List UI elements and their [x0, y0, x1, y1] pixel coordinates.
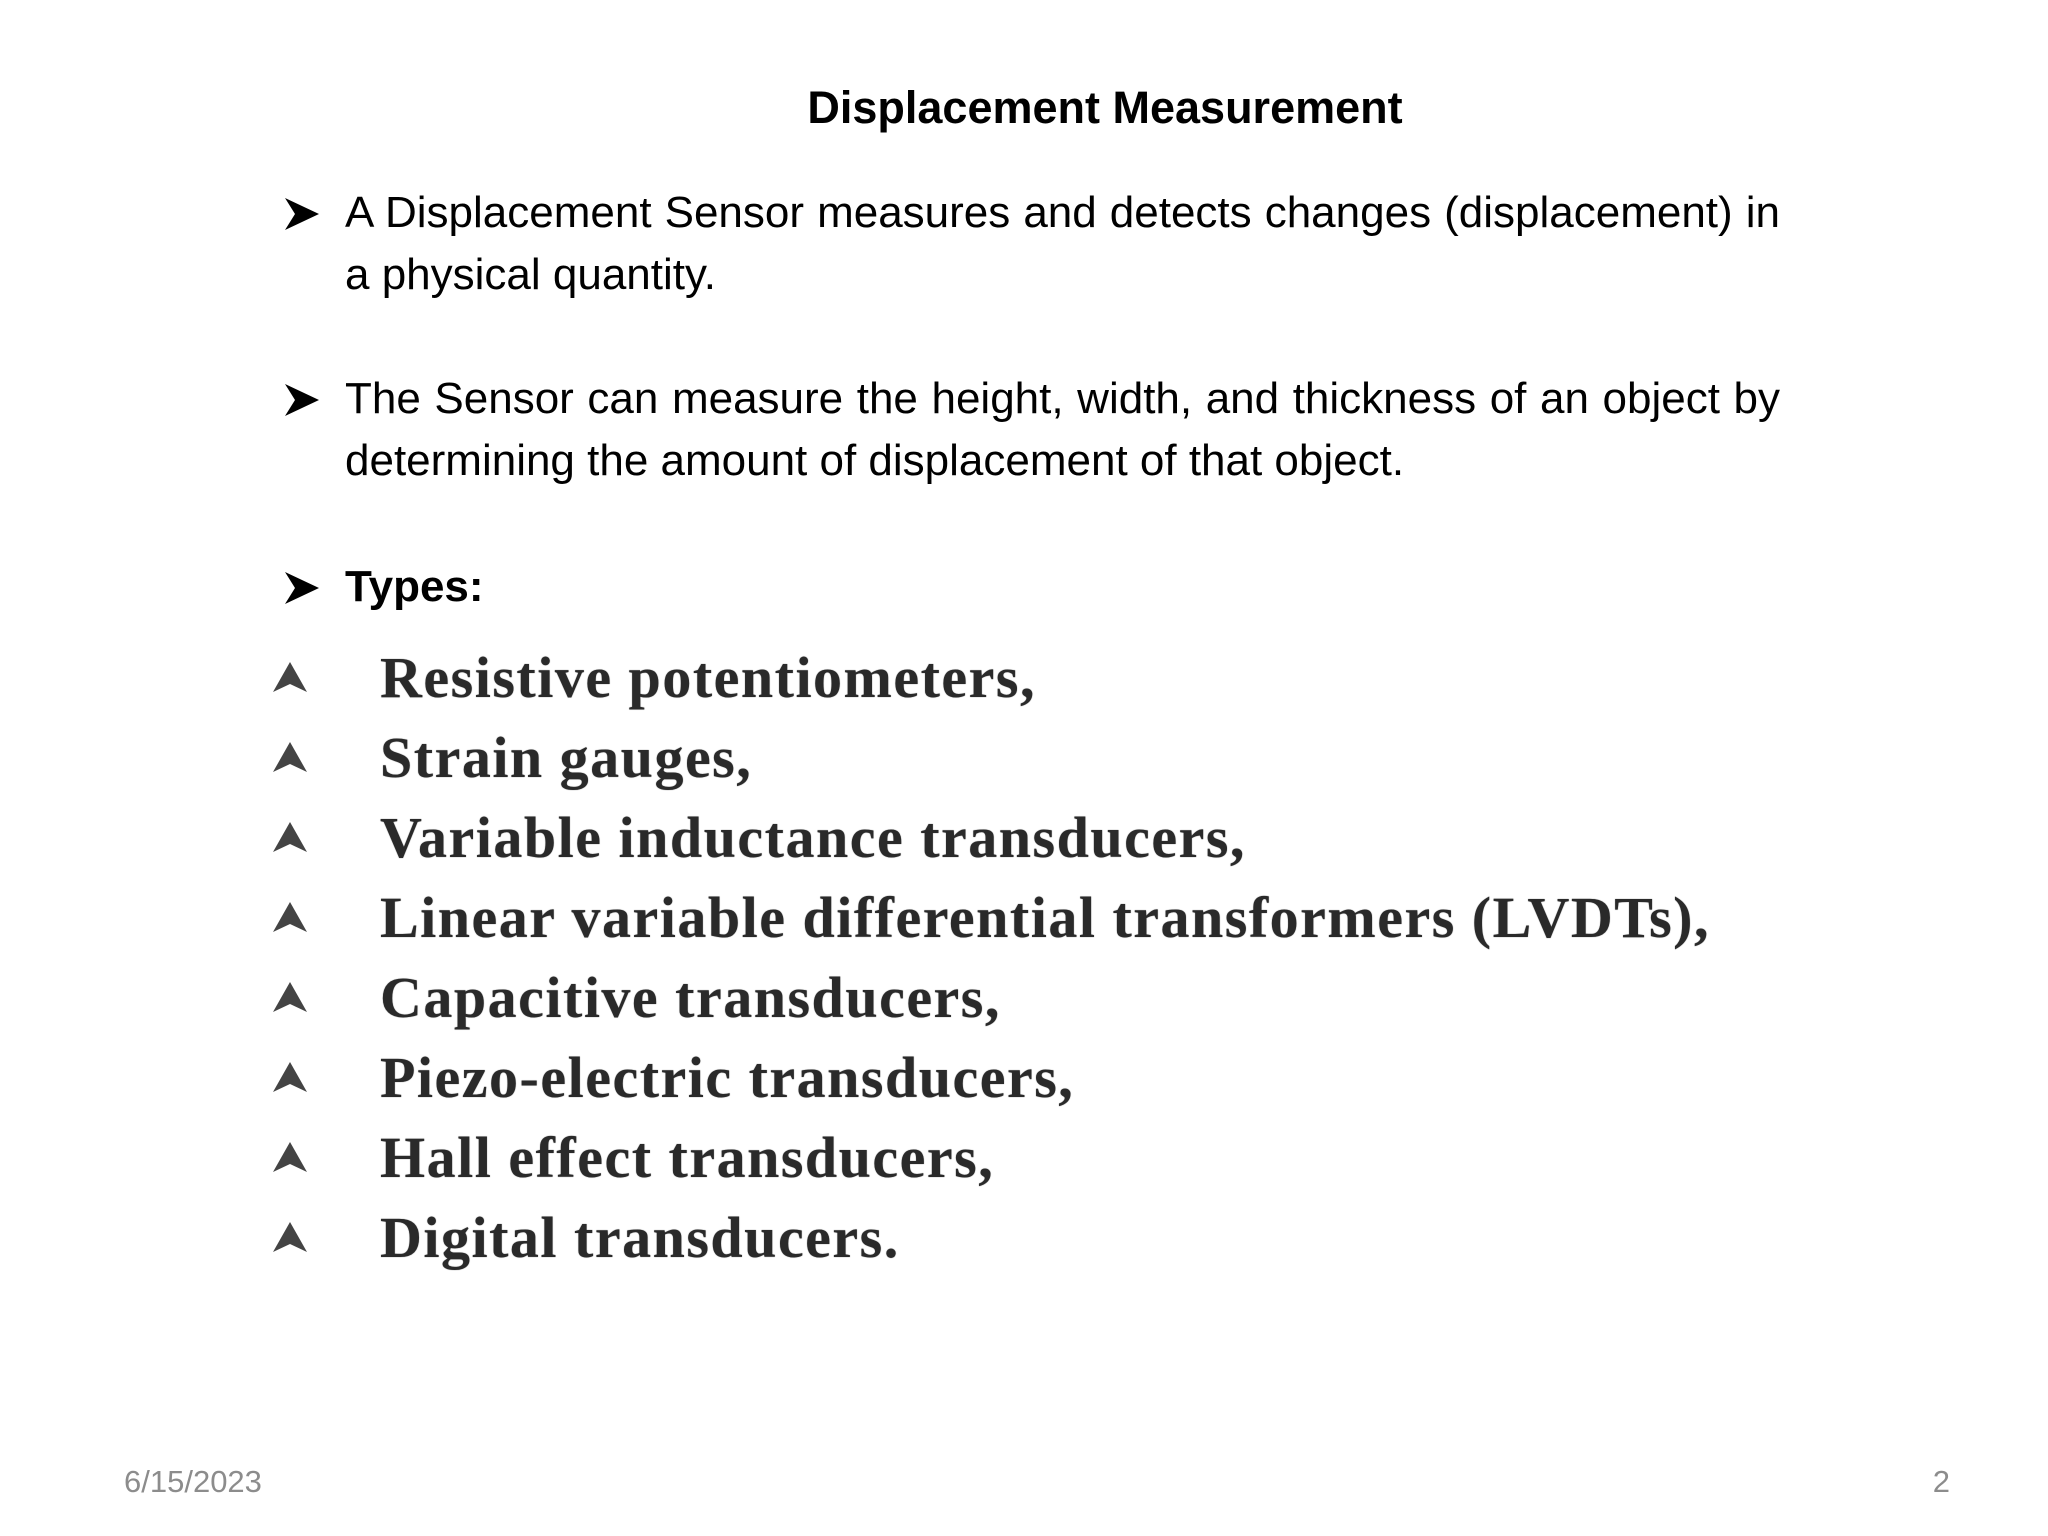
list-item [265, 1038, 1805, 1118]
triangle-bullet-icon [267, 658, 313, 698]
arrow-bullet-icon [283, 380, 321, 420]
list-item-text: Variable inductance transducers, [380, 805, 1246, 870]
triangle-bullet-icon [267, 738, 313, 778]
list-item [265, 798, 1805, 878]
list-item [265, 878, 1805, 958]
list-item-text: Linear variable differential transformers (LVDTs), [380, 885, 1710, 950]
list-item [265, 1198, 1805, 1278]
bullet-text: The Sensor can measure the height, width, and thickness of an object by determining the amount of displacement of that object. [345, 374, 1780, 485]
triangle-bullet-icon [267, 1058, 313, 1098]
footer-date: 6/15/2023 [124, 1464, 262, 1499]
bullet-text-types: Types: [345, 562, 484, 611]
slide-title: Displacement Measurement [807, 82, 1403, 133]
list-item-text: Piezo-electric transducers, [380, 1045, 1075, 1110]
triangle-bullet-icon [267, 978, 313, 1018]
list-item-text: Digital transducers. [380, 1205, 900, 1270]
types-list [265, 638, 1805, 1278]
list-item [265, 1118, 1805, 1198]
list-item-text: Resistive potentiometers, [380, 645, 1036, 710]
list-item [265, 958, 1805, 1038]
triangle-bullet-icon [267, 898, 313, 938]
list-item-text: Capacitive transducers, [380, 965, 1001, 1030]
list-item-text: Hall effect transducers, [380, 1125, 995, 1190]
list-item-text: Strain gauges, [380, 725, 753, 790]
list-item [265, 718, 1805, 798]
arrow-bullet-icon [283, 568, 321, 608]
triangle-bullet-icon [267, 1218, 313, 1258]
triangle-bullet-icon [267, 818, 313, 858]
list-item [265, 638, 1805, 718]
bullet-text: A Displacement Sensor measures and detects changes (displacement) in a physical quantity. [345, 188, 1780, 299]
footer-page-number: 2 [1932, 1464, 1950, 1499]
triangle-bullet-icon [267, 1138, 313, 1178]
arrow-bullet-icon [283, 194, 321, 234]
